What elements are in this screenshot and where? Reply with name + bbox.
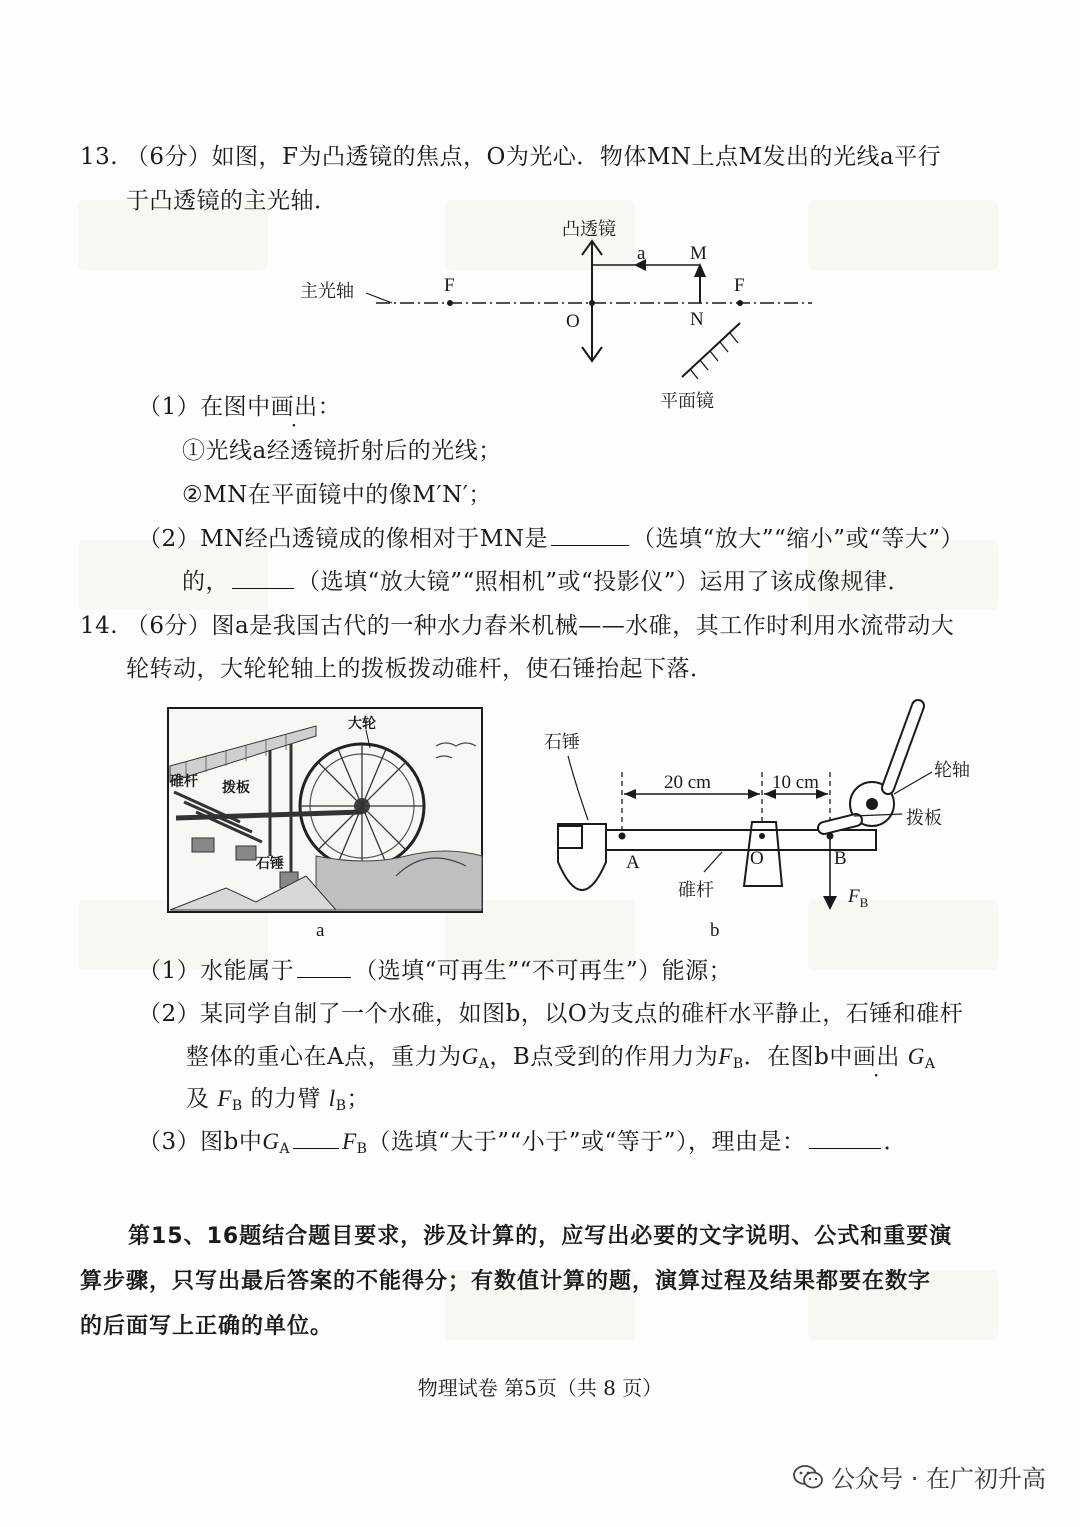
q14-line2: 轮转动，大轮轮轴上的拨板拨动碓杆，使石锤抬起下落． [126,656,714,682]
answer-blank[interactable] [809,1128,881,1149]
optical-center [589,300,595,306]
label-o: O [750,848,764,869]
q13-line1: 13. （6分）如图，F为凸透镜的焦点，O为光心．物体MN上点M发出的光线a平行 [80,144,942,170]
wechat-icon [793,1464,823,1490]
label-ray-a: a [637,243,646,264]
label-o: O [566,311,580,332]
lens-diagram [280,205,840,425]
emphasis-draw: 画出 [852,1044,900,1070]
figure-a-water-mill [166,706,484,942]
focus-left [447,300,453,306]
instructions-line2: 算步骤，只写出最后答案的不能得分；有数值计算的题，演算过程及结果都要在数字 [80,1269,932,1294]
label-n: N [690,309,704,330]
q14-p2-line3: 及 $F_B$ 的力臂 $l_B$； [186,1086,370,1114]
axis-label-leader [366,293,392,303]
q13-p2-line1: （2）MN经凸透镜成的像相对于MN是 （选填“放大”“缩小”或“等大”） [138,526,965,552]
label-rod: 碓杆 [678,880,714,901]
answer-blank[interactable] [297,957,351,978]
figure-b-lever [540,696,1000,946]
q13-p1-item2: ②MN在平面镜中的像M′N′； [182,482,492,508]
label-b: B [834,848,847,869]
label-big-wheel: 大轮 [348,716,376,732]
answer-blank[interactable] [293,1128,339,1149]
emphasis-draw: 画出 [270,394,318,420]
page-footer: 物理试卷 第5页（共 8 页） [417,1376,663,1400]
wechat-account[interactable] [793,1459,1046,1494]
label-paddle: 拨板 [222,780,250,796]
q14-p1: （1）水能属于 （选填“可再生”“不可再生”）能源； [138,958,733,984]
mirror-label: 平面镜 [660,391,714,412]
label-m: M [690,243,707,264]
label-pestle-rod: 碓杆 [170,774,198,790]
wechat-name: 公众号 · 在广初升高 [831,1465,1046,1493]
label-axle: 轮轴 [934,760,970,781]
label-paddle: 拨板 [906,808,942,829]
q13-p2-line2: 的， （选填“放大镜”“照相机”或“投影仪”）运用了该成像规律． [182,569,912,595]
label-20cm: 20 cm [664,772,711,793]
point-a [619,833,626,840]
q13-p1-intro: （1）在图中画出： [138,394,342,420]
instructions-line1: 第15、16题结合题目要求，涉及计算的，应写出必要的文字说明、公式和重要演 [128,1224,953,1249]
q14-p2-line2: 整体的重心在A点，重力为$G_A$，B点受到的作用力为$F_B$．在图b中画出 $G_A$ [186,1044,936,1072]
pestle-rod [606,830,876,850]
q13-line2: 于凸透镜的主光轴． [126,188,338,214]
answer-blank[interactable] [232,568,294,589]
label-10cm: 10 cm [772,772,819,793]
label-a: A [626,852,640,873]
focus-right [737,300,743,306]
label-f-left: F [444,275,455,296]
label-fb: $F_B$ [848,886,869,910]
q14-p3: （3）图b中$G_A$ $F_B$（选填“大于”“小于”或“等于”），理由是： ． [138,1129,908,1157]
q13-p1-item1: ①光线a经透镜折射后的光线； [182,438,502,464]
caption-a: a [316,920,325,941]
label-hammer: 石锤 [256,856,284,872]
caption-b: b [710,920,720,941]
q14-p2-line1: （2）某同学自制了一个水碓，如图b，以O为支点的碓杆水平静止，石锤和碓杆 [138,1001,964,1027]
label-f-right: F [734,275,745,296]
axis-label: 主光轴 [300,281,354,302]
answer-blank[interactable] [551,525,629,546]
label-stone-hammer: 石锤 [544,732,580,753]
instructions-line3: 的后面写上正确的单位。 [80,1314,334,1339]
lens-label: 凸透镜 [562,219,616,240]
q14-line1: 14. （6分）图a是我国古代的一种水力舂米机械——水碓，其工作时利用水流带动大 [80,613,955,639]
